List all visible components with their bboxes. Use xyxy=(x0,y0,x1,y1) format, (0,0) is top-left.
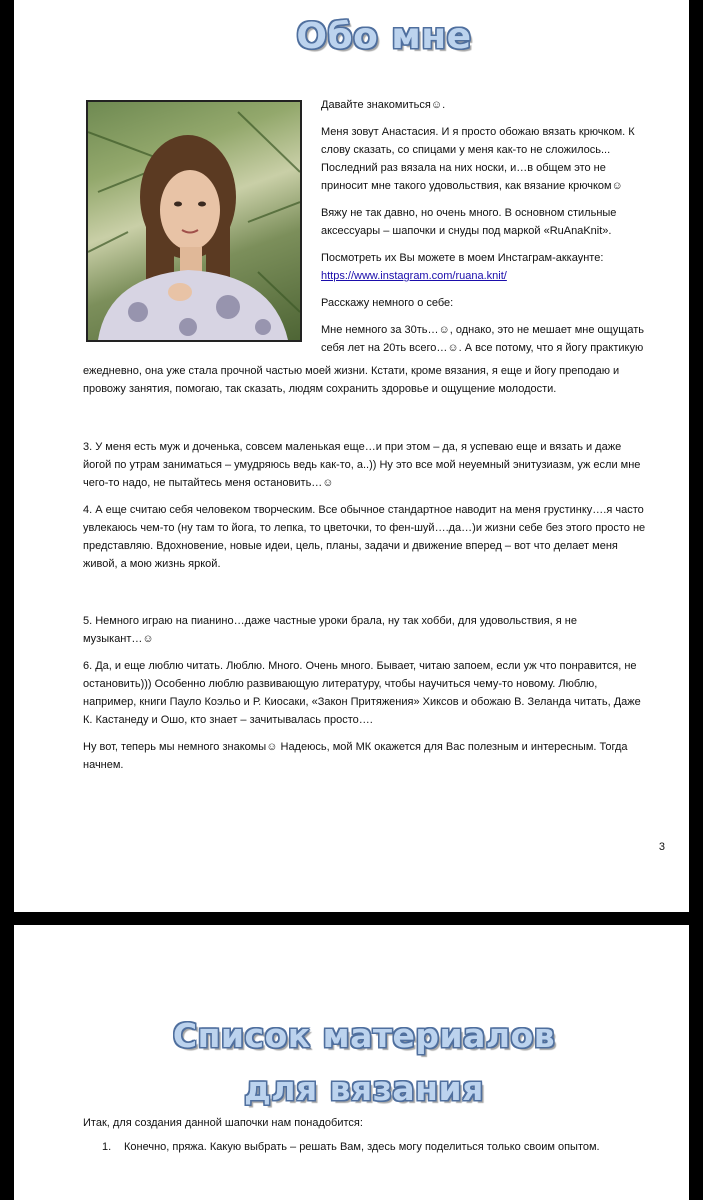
text-line: Посмотреть их Вы можете в моем Инстаграм-аккаунте: xyxy=(321,252,604,264)
text-line: чего-то надо, не пытайтесь меня остановить…☺ xyxy=(83,477,334,489)
greeting: Давайте знакомиться☺. xyxy=(321,99,446,111)
body-text-block-2 xyxy=(83,438,645,573)
text-line: 5. Немного играю на пианино…даже частные уроки брала, ну так хобби, для удовольствия, я не xyxy=(83,615,577,627)
text-line: например, книги Пауло Коэльо и Р. Киосаки, «Закон Притяжения» Хиксов и обожаю В. Зеланда читать, Даже xyxy=(83,696,641,708)
text-line: Ну вот, теперь мы немного знакомы☺ Надеюсь, мой МК окажется для Вас полезным и интересным. Тогда xyxy=(83,741,628,753)
text-line: слову сказать, со спицами у меня как-то не сложилось... xyxy=(321,144,611,156)
page-number: 3 xyxy=(658,841,665,853)
text-line: 3. У меня есть муж и доченька, совсем маленькая еще…и при этом – да, я успеваю еще и вязать и даже xyxy=(83,441,622,453)
document-page-4 xyxy=(14,925,689,1200)
section-title xyxy=(104,1009,624,1115)
text-line: ежедневно, она уже стала прочной частью моей жизни. Кстати, кроме вязания, я еще и йогу преподаю и xyxy=(83,365,620,377)
text-line: Вяжу не так давно, но очень много. В основном стильные xyxy=(321,207,617,219)
text-line: Последний раз вязала на них носки, и…в общем это не xyxy=(321,162,606,174)
materials-intro: Итак, для создания данной шапочки нам понадобится: xyxy=(83,1117,363,1129)
text-line: увлекаюсь чем-то (ну там то йога, то лепка, то цветочки, то фен-шуй….да…)и жизни себе без этого просто не xyxy=(83,522,646,534)
text-line: йогой по утрам заниматься – умудряюсь ведь как-то, а..)) Ну это все мой неуемный энитузиазм, уж если мне xyxy=(83,459,641,471)
list-item xyxy=(102,1141,600,1153)
text-line: себя лет на 20ть всего…☺. А все потому, что я йогу практикую xyxy=(321,342,644,354)
instagram-link[interactable]: https://www.instagram.com/ruana.knit/ xyxy=(321,270,507,282)
section-title-line-2: для вязания xyxy=(244,1069,484,1108)
text-line: приносит мне такого удовольствия, как вязание крючком☺ xyxy=(321,180,623,192)
section-title-line-1: Список материалов xyxy=(172,1016,556,1055)
text-line: 6. Да, и еще люблю читать. Люблю. Много. Очень много. Бывает, читаю запоем, если уж что понравится, не xyxy=(83,660,637,672)
text-line: музыкант…☺ xyxy=(83,633,154,645)
intro-text xyxy=(321,96,644,357)
text-line: Меня зовут Анастасия. И я просто обожаю вязать крючком. К xyxy=(321,126,635,138)
text-line: аксессуары – шапочки и снуды под маркой «RuAnaKnit». xyxy=(321,225,612,237)
list-item-number: 1. xyxy=(102,1141,112,1153)
text-line: остановить))) Особенно люблю развивающую литературу, чтобы научиться чему-то новому. Люблю, xyxy=(83,678,598,690)
page-title: Обо мне xyxy=(296,16,472,57)
text-line: К. Кастанеду и Ошо, кто знает – зачитывалась просто…. xyxy=(83,714,373,726)
text-line: живой, а мою жизнь яркой. xyxy=(83,558,221,570)
text-line: представляю. Вдохновение, новые идеи, цель, планы, задачи и движение вперед – вот что делает меня xyxy=(83,540,618,552)
portrait-illustration xyxy=(88,102,300,340)
text-line: Мне немного за 30ть…☺, однако, это не мешает мне ощущать xyxy=(321,324,644,336)
list-item-text: Конечно, пряжа. Какую выбрать – решать Вам, здесь могу поделиться только своим опытом. xyxy=(124,1141,600,1153)
text-line: провожу занятия, помогаю, так сказать, людям сохранить здоровье и ощущение молодости. xyxy=(83,383,557,395)
text-line: 4. А еще считаю себя человеком творческим. Все обычное стандартное наводит на меня грустинку….я часто xyxy=(83,504,644,516)
body-text-block-3 xyxy=(83,612,641,774)
text-line: начнем. xyxy=(83,759,124,771)
document-page-3 xyxy=(14,0,689,912)
body-text-block-1 xyxy=(83,362,619,398)
text-line: Расскажу немного о себе: xyxy=(321,297,454,309)
author-photo xyxy=(86,100,302,342)
